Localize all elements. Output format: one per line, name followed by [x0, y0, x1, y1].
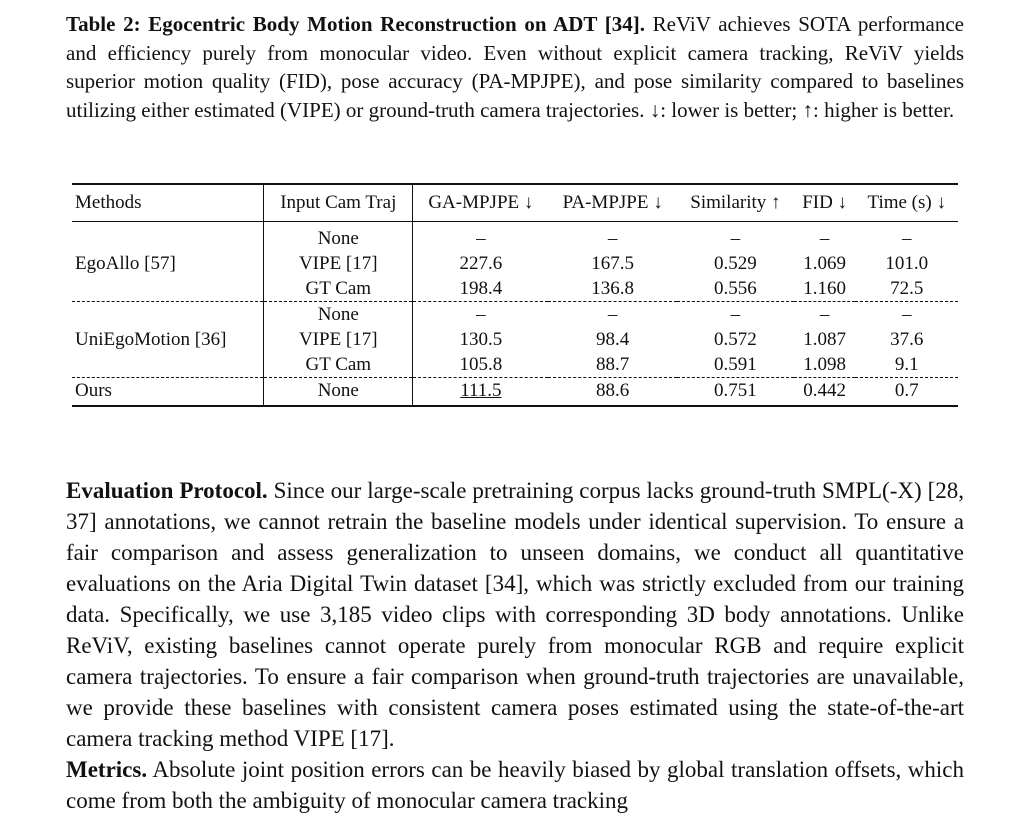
cell-ga: 198.4	[459, 277, 503, 299]
cell-ga: 227.6	[459, 252, 503, 274]
method-egoallo: EgoAllo [57]	[75, 252, 176, 274]
paragraph-heading: Metrics.	[66, 757, 148, 782]
table-row	[72, 302, 958, 328]
cell-ga-second	[413, 378, 548, 407]
cell-ga: 130.5	[459, 328, 503, 350]
cell-time: –	[901, 227, 912, 249]
cell-fid: 1.069	[803, 252, 846, 274]
body-text	[66, 475, 964, 816]
cell-cam: GT Cam	[264, 352, 413, 378]
cell-pa: –	[548, 302, 677, 328]
cell-sim: –	[677, 302, 794, 328]
cell-time: 101.0	[885, 252, 929, 274]
method-ours: Ours	[72, 378, 264, 407]
cell-sim: 0.556	[714, 277, 757, 299]
cell-cam: VIPE [17]	[264, 251, 413, 276]
caption-text: ReViV achieves SOTA performance and efficiency purely from monocular video. Even without explicit camera tracking, ReViV yields superior motion quality (FID), pose accuracy (PA-MPJPE), and pose similarity compared to baselines utilizing either estimated (VIPE) or ground-truth camera trajectories. ↓: lower is better; ↑: higher is better.	[66, 12, 964, 122]
cell-time: 9.1	[894, 353, 919, 375]
cell-fid: 1.098	[803, 353, 846, 375]
cell-cam: VIPE [17]	[264, 327, 413, 352]
table-caption	[66, 10, 964, 124]
cell-ga-best: 105.8	[459, 353, 503, 375]
table-row	[72, 222, 958, 252]
cell-pa: 136.8	[591, 277, 635, 299]
caption-label: Table 2: Egocentric Body Motion Reconstruction on ADT [34].	[66, 12, 645, 36]
cell-sim: 0.572	[714, 328, 757, 350]
cell-cam: None	[264, 302, 413, 328]
cell-cam: None	[264, 378, 413, 407]
header-ga: GA-MPJPE ↓	[413, 184, 548, 222]
cell-pa: –	[607, 227, 618, 249]
cell-sim: –	[730, 227, 741, 249]
header-methods: Methods	[72, 184, 264, 222]
cell-time: 37.6	[890, 328, 924, 350]
paragraph-text: Since our large-scale pretraining corpus lacks ground-truth SMPL(-X) [28, 37] annotations, we cannot retrain the baseline models under identical supervision. To ensure a fair comparison and assess generalization to unseen domains, we conduct all quantitative evaluations on the Aria Digital Twin dataset [34], which was strictly excluded from our training data. Specifically, we use 3,185 video clips with corresponding 3D body annotations. Unlike ReViV, existing baselines cannot operate purely from monocular RGB and require explicit camera trajectories. To ensure a fair comparison when ground-truth trajectories are unavailable, we provide these baselines with consistent camera poses estimated using the state-of-the-art camera tracking method VIPE [17].	[66, 478, 964, 751]
results-table	[72, 183, 958, 407]
underlined-value: 111.5	[460, 379, 502, 401]
cell-fid: 1.087	[803, 328, 846, 350]
cell-fid: 1.160	[803, 277, 846, 299]
cell-fid: –	[819, 227, 830, 249]
cell-ga: –	[476, 227, 486, 249]
header-fid: FID ↓	[794, 184, 856, 222]
table-header-row	[72, 184, 958, 222]
cell-sim: 0.529	[714, 252, 757, 274]
cell-time: –	[855, 302, 958, 328]
header-time: Time (s) ↓	[855, 184, 958, 222]
table-row-ours	[72, 378, 958, 407]
header-sim: Similarity ↑	[677, 184, 794, 222]
cell-time: 72.5	[890, 277, 924, 299]
paragraph-metrics	[66, 754, 964, 816]
cell-cam: GT Cam	[264, 276, 413, 302]
cell-fid: –	[794, 302, 856, 328]
header-pa: PA-MPJPE ↓	[548, 184, 677, 222]
cell-pa: 98.4	[596, 328, 630, 350]
cell-time-best: 0.7	[855, 378, 958, 407]
paragraph-evaluation-protocol	[66, 475, 964, 754]
cell-sim-best: 0.751	[677, 378, 794, 407]
cell-fid-best: 0.442	[794, 378, 856, 407]
method-uniegomotion: UniEgoMotion [36]	[72, 302, 264, 378]
cell-pa: 167.5	[591, 252, 635, 274]
cell-pa: 88.7	[596, 353, 630, 375]
cell-sim: 0.591	[714, 353, 757, 375]
paragraph-heading: Evaluation Protocol.	[66, 478, 268, 503]
cell-cam: None	[264, 222, 413, 252]
cell-pa-best: 88.6	[548, 378, 677, 407]
header-cam: Input Cam Traj	[264, 184, 413, 222]
paragraph-text: Absolute joint position errors can be heavily biased by global translation offsets, which come from both the ambiguity of monocular camera tracking	[66, 757, 964, 813]
cell-ga: –	[413, 302, 548, 328]
